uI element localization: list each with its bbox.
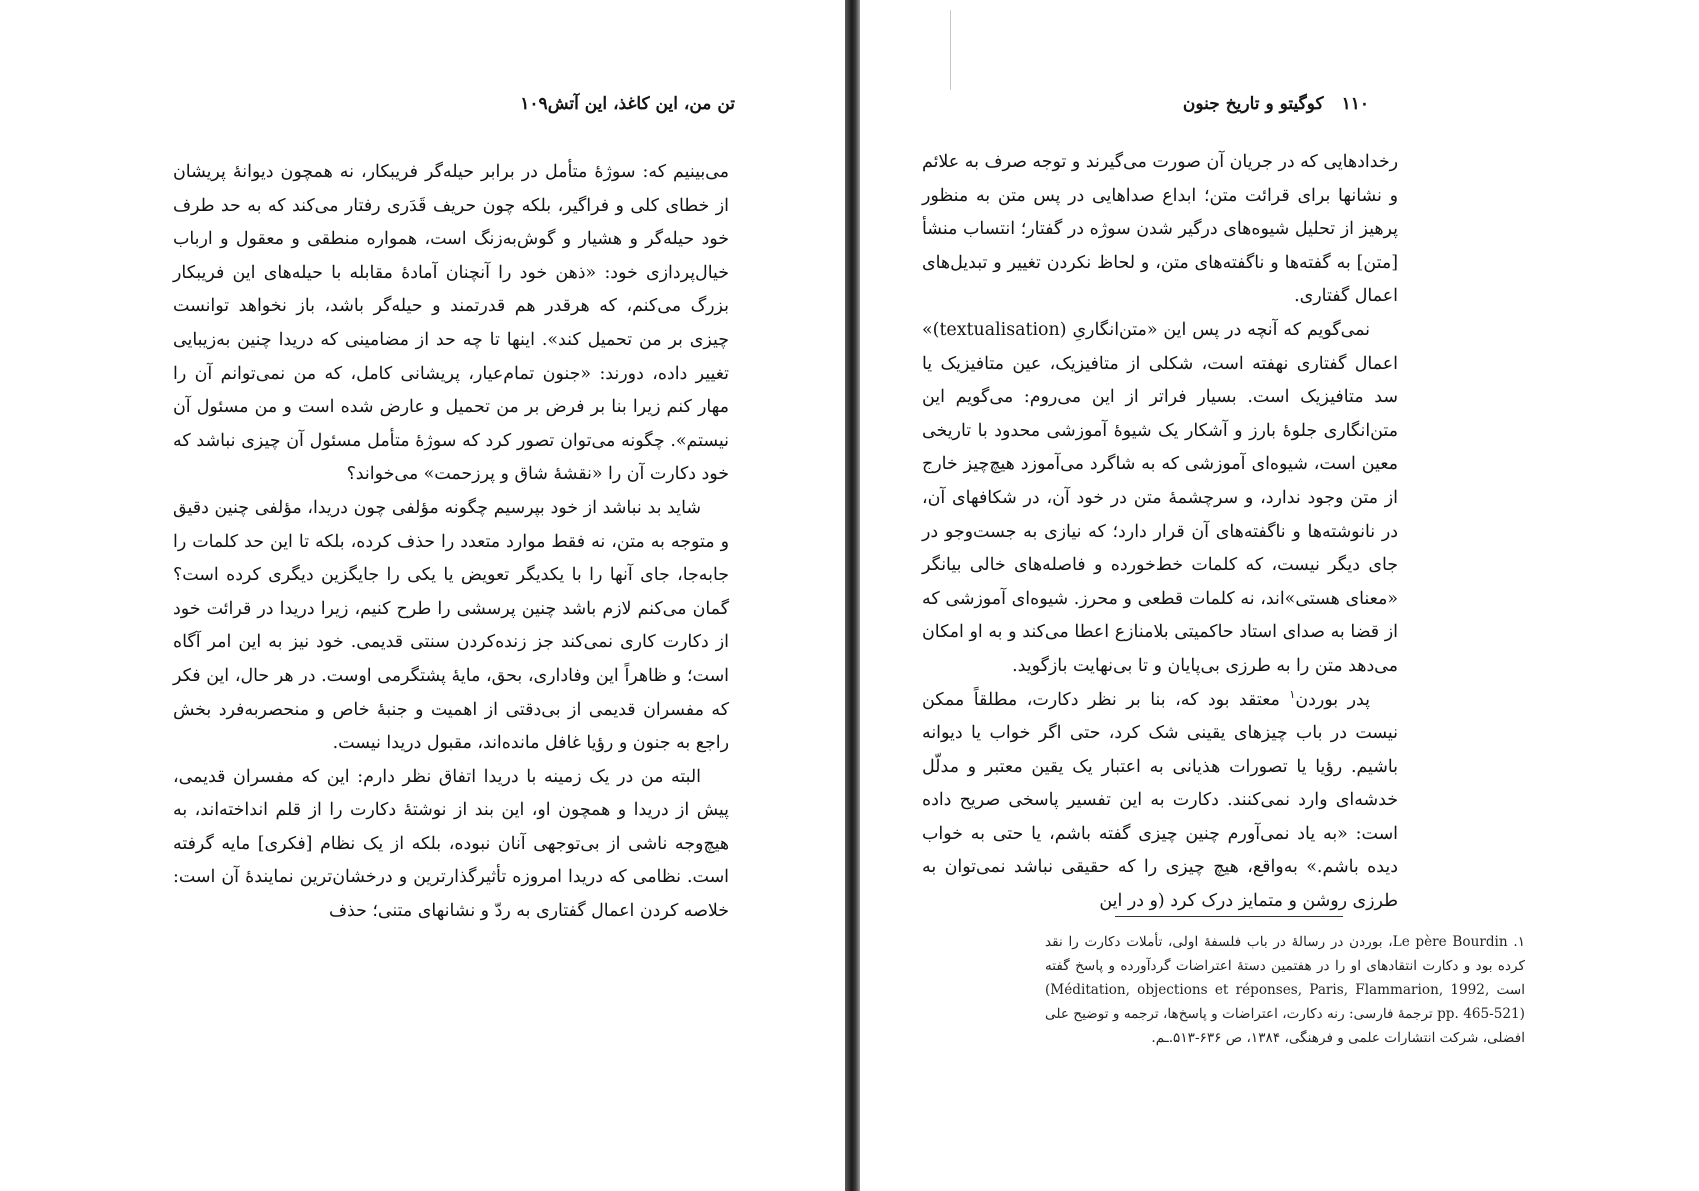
right-paragraph-3-text: معتقد بود که، بنا بر نظر دکارت، مطلقاً ممکن نیست در باب چیزهای یقینی شک کرد، حتی اگر خواب یا دیوانه باشیم. رؤیا یا تصورات هذیانی به اعتبار یک یقین معتبر و مدلّل خدشه‌ای وارد نمی‌کنند. دکارت به این تفسیر پاسخی صریح داده است: «به یاد نمی‌آورم چنین چیزی گفته باشم، یا حتی به خواب دیده باشم.» به‌واقع، هیچ چیزی را که حقیقی نباشد نمی‌توان به طرزی روشن و متمایز درک کرد (و در این: [922, 689, 1398, 912]
left-paragraph-1: می‌بینیم که: سوژهٔ متأمل در برابر حیله‌گر فریبکار، نه همچون دیوانهٔ پریشان از خطای کلی و فراگیر، بلکه چون حریف قَدَری رفتار می‌کند که به حد طرف خود حیله‌گر و هشیار و گوش‌به‌زنگ است، همواره منطقی و معقول و ارباب خیال‌پردازی خود: «ذهن خود را آنچنان آمادهٔ مقابله با حیله‌های این فریبکار بزرگ می‌کنم، که هرقدر هم قدرتمند و حیله‌گر باشد، باز نخواهد توانست چیزی بر من تحمیل کند». اینها تا چه حد از مضامینی که دریدا چنین به‌زیبایی تغییر داده، دورند: «جنون تمام‌عیار، پریشانی کامل، که من نمی‌توانم آن را مهار کنم زیرا بنا بر فرض بر من تحمیل و عارض شده است و من مسئول آن نیستم». چگونه می‌توان تصور کرد که سوژهٔ متأمل مسئول آن چیزی نباشد که خود دکارت آن را «نقشهٔ شاق و پرزحمت» می‌خواند؟: [173, 162, 729, 485]
footnote-latin-name: Le père Bourdin: [1392, 934, 1508, 950]
left-body-text: [173, 156, 729, 929]
bourdin-lead: پدر بوردن: [1295, 689, 1370, 710]
right-paragraph-1: رخدادهایی که در جریان آن صورت می‌گیرند و توجه صرف به علائم و نشانها برای قرائت متن؛ ابداع صداهایی در پس متن به منظور پرهیز از تحلیل شیوه‌های درگیر شدن سوژه در گفتار؛ انتساب منشأ [متن] به گفته‌ها و ناگفته‌های متن، و لحاظ نکردن تغییر و تبدیل‌های اعمال گفتاری.: [922, 152, 1398, 307]
footnote-number: ۱.: [1513, 934, 1525, 950]
left-running-head: [502, 94, 735, 114]
left-running-head-title: تن من، این کاغذ، این آتش: [547, 94, 735, 114]
footnote: [1045, 930, 1525, 1050]
left-page-number: ۱۰۹: [520, 94, 548, 114]
footnote-latin-reference: (Méditation, objections et réponses, Paris, Flammarion, 1992, pp. 465-521): [1045, 982, 1525, 1022]
left-paragraph-3: البته من در یک زمینه با دریدا اتفاق نظر دارم: این که مفسران قدیمی، پیش از دریدا و همچون او، این بند از نوشتهٔ دکارت را از قلم انداخته‌اند، به هیچ‌وجه ناشی از بی‌توجهی آنان نبوده، بلکه از یک نظام [فکری] مایه گرفته است. نظامی که دریدا امروزه تأثیرگذارترین و درخشان‌ترین نمایندهٔ آن است: خلاصه کردن اعمال گفتاری به ردّ و نشانهای متنی؛ حذف: [173, 766, 729, 922]
book-gutter: [845, 0, 860, 1191]
footnote-reference: ۱: [1289, 687, 1296, 701]
footnote-text-2: ترجمهٔ فارسی: رنه دکارت، اعتراضات و پاسخ‌ها، ترجمه و توضیح علی افضلی، شرکت انتشارات علمی و فرهنگی، ۱۳۸۴، ص ۶۳۶-۵۱۳.ـم.: [1045, 1006, 1525, 1046]
page-crease-line: [950, 10, 951, 90]
right-paragraph-3: [922, 684, 1398, 919]
right-body-text: [922, 146, 1398, 919]
footnote-body: [1045, 930, 1525, 1050]
right-running-head: [1183, 94, 1369, 114]
right-paragraph-2: نمی‌گویم که آنچه در پس این «متن‌انگاریِ (textualisation)» اعمال گفتاری نهفته است، شکلی از متافیزیک، عین متافیزیک یا سد متافیزیک است. بسیار فراتر از این می‌روم: می‌گویم این متن‌انگاری جلوهٔ بارز و آشکار یک شیوهٔ آموزشی محدود با تاریخی معین است، شیوه‌ای آموزشی که به شاگرد می‌آموزد هیچ‌چیز خارج از متن وجود ندارد، و سرچشمهٔ متن در خود آن، در شکافهای آن، در نانوشته‌ها و ناگفته‌های آن قرار دارد؛ که نیازی به جست‌وجو در جای دیگر نیست، که کلمات خط‌خورده و فاصله‌های خالی بیانگر «معنای هستی»اند، نه کلمات قطعی و محرز. شیوه‌ای آموزشی که از قضا به صدای استاد حاکمیتی بلامنازع اعطا می‌کند و به او امکان می‌دهد متن را به طرزی بی‌پایان و تا بی‌نهایت بازگوید.: [922, 319, 1398, 676]
footnote-rule: [1115, 916, 1343, 917]
left-paragraph-2: شاید بد نباشد از خود بپرسیم چگونه مؤلفی چون دریدا، مؤلفی چنین دقیق و متوجه به متن، نه فقط موارد متعدد را حذف کرده، بلکه تا این حد کلمات را جابه‌جا، جای آنها را با یکدیگر تعویض یا یکی را جایگزین دیگری کرده است؟ گمان می‌کنم لازم باشد چنین پرسشی را طرح کنیم، زیرا دریدا در قرائت خود از دکارت کاری نمی‌کند جز زنده‌کردن سنتی قدیمی. خود نیز به این امر آگاه است؛ و ظاهراً این وفاداری، بحق، مایهٔ پشتگرمی اوست. در هر حال، این فکر که مفسران قدیمی از بی‌دقتی از اهمیت و جنبهٔ خاص و منحصربه‌فرد بخش راجع به جنون و رؤیا غافل مانده‌اند، مقبول دریدا نیست.: [173, 497, 729, 754]
right-running-head-title: کوگیتو و تاریخ جنون: [1182, 94, 1324, 114]
right-page-number: ۱۱۰: [1341, 94, 1369, 114]
left-page: [0, 0, 845, 1191]
footnote-text-1: ، بوردن در رسالهٔ در باب فلسفهٔ اولی، تأملات دکارت را نقد کرده بود و دکارت انتقادهای او را در هفتمین دستهٔ اعتراضات گردآورده و پاسخ گفته است: [1045, 934, 1525, 998]
